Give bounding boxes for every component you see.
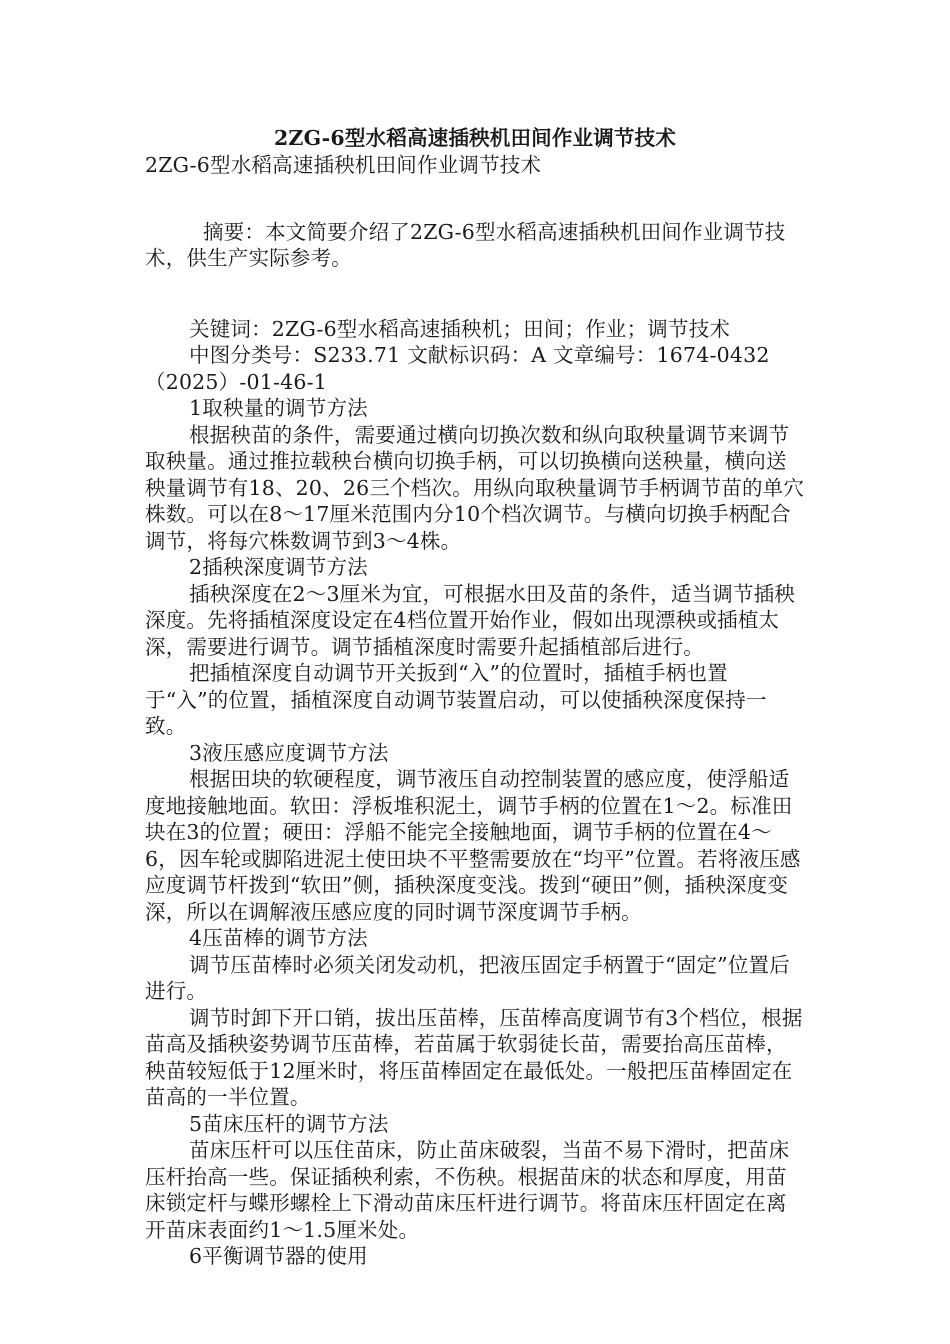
section-heading: 3液压感应度调节方法 <box>189 740 389 765</box>
section-heading: 5苗床压杆的调节方法 <box>189 1111 389 1136</box>
document-title: 2ZG-6型水稻高速插秧机田间作业调节技术 <box>273 126 677 150</box>
section-6 <box>145 1243 805 1270</box>
section-3 <box>145 740 805 926</box>
body-paragraph: 根据秧苗的条件，需要通过横向切换次数和纵向取秧量调节来调节取秧量。通过推拉载秧台横向切换手柄，可以切换横向送秧量，横向送秧量调节有18、20、26三个档次。用纵向取秧量调节手柄调节苗的单穴株数。可以在8～17厘米范围内分10个档次调节。与横向切换手柄配合调节，将每穴株数调节到3～4株。 <box>145 422 805 553</box>
section-4 <box>145 925 805 1111</box>
keywords-line: 关键词：2ZG-6型水稻高速插秧机；田间；作业；调节技术 <box>189 316 731 341</box>
section-heading: 4压苗棒的调节方法 <box>189 926 368 950</box>
body-paragraph: 把插植深度自动调节开关扳到“入”的位置时，插植手柄也置于“入”的位置，插植深度自动调节装置启动，可以使插秧深度保持一致。 <box>145 661 767 738</box>
section-heading: 1取秧量的调节方法 <box>189 396 368 420</box>
section-heading: 2插秧深度调节方法 <box>189 555 368 579</box>
document-page <box>145 118 805 1270</box>
classification-line: 中图分类号：S233.71 文献标识码：A 文章编号：1674-0432（2025）-01-46-1 <box>145 343 770 394</box>
document-subtitle: 2ZG-6型水稻高速插秧机田间作业调节技术 <box>145 153 542 177</box>
body-paragraph: 根据田块的软硬程度，调节液压自动控制装置的感应度，使浮船适度地接触地面。软田：浮板堆积泥土，调节手柄的位置在1～2。标准田块在3的位置；硬田：浮船不能完全接触地面，调节手柄的位置在4～6，因车轮或脚陷进泥土使田块不平整需要放在“均平”位置。若将液压感应度调节杆拨到“软田”侧，插秧深度变浅。拨到“硬田”侧，插秧深度变深，所以在调解液压感应度的同时调节深度调节手柄。 <box>145 767 801 924</box>
section-heading: 6平衡调节器的使用 <box>189 1244 368 1268</box>
body-paragraph: 调节时卸下开口销，拔出压苗棒，压苗棒高度调节有3个档位，根据苗高及插秧姿势调节压苗棒，若苗属于软弱徒长苗，需要抬高压苗棒，秧苗较短低于12厘米时，将压苗棒固定在最低处。一般把压苗棒固定在苗高的一半位置。 <box>145 1005 803 1109</box>
section-1 <box>145 395 805 554</box>
section-2 <box>145 554 805 740</box>
section-5 <box>145 1111 805 1244</box>
body-paragraph: 插秧深度在2～3厘米为宜，可根据水田及苗的条件，适当调节插秧深度。先将插植深度设定在4档位置开始作业，假如出现漂秧或插植太深，需要进行调节。调节插植深度时需要升起插植部后进行。 <box>145 581 796 659</box>
body-paragraph: 调节压苗棒时必须关闭发动机，把液压固定手柄置于“固定”位置后进行。 <box>145 952 790 1003</box>
abstract-paragraph: 摘要：本文简要介绍了2ZG-6型水稻高速插秧机田间作业调节技术，供生产实际参考。 <box>145 219 786 270</box>
body-paragraph: 苗床压杆可以压住苗床，防止苗床破裂，当苗不易下滑时，把苗床压杆抬高一些。保证插秧利索，不伤秧。根据苗床的状态和厚度，用苗床锁定杆与蝶形螺栓上下滑动苗床压杆进行调节。将苗床压杆固定在离开苗床表面约1～1.5厘米处。 <box>145 1138 790 1242</box>
